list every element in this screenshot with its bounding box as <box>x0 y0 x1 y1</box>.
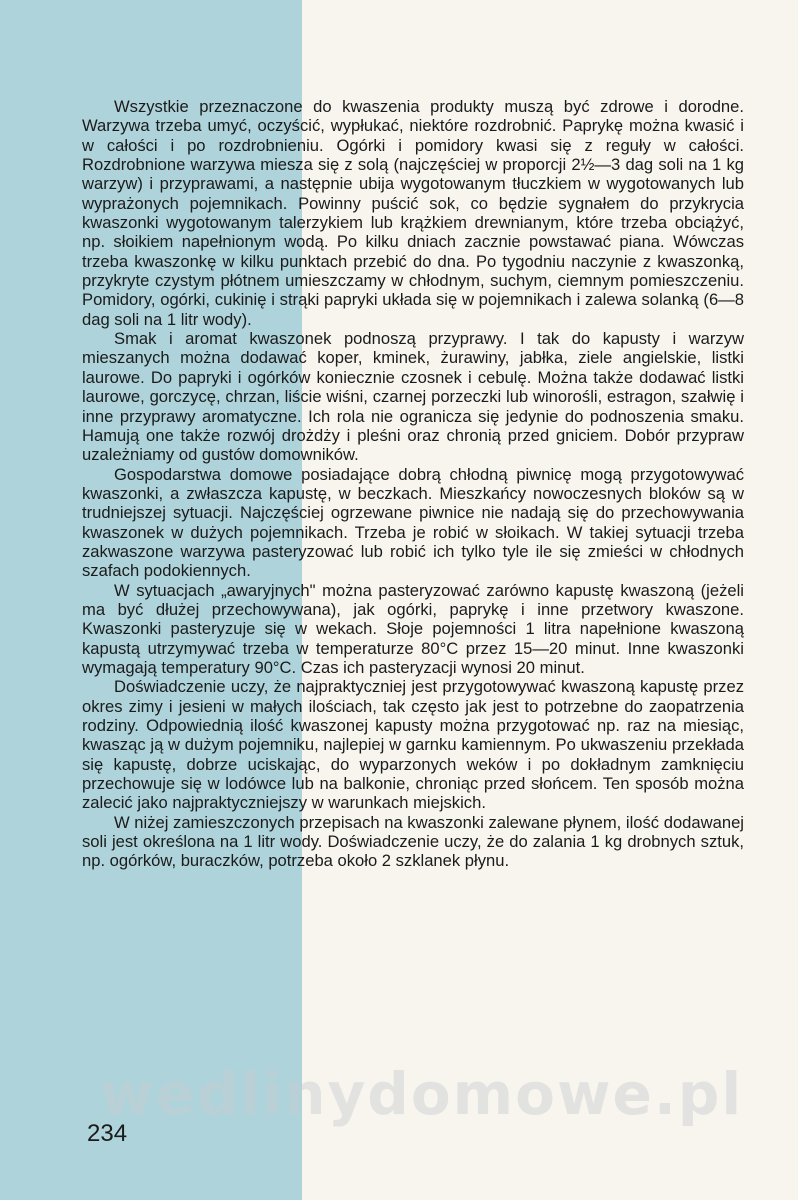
page-number: 234 <box>87 1120 128 1147</box>
paragraph-1: Wszystkie przeznaczone do kwaszenia produkty muszą być zdrowe i dorodne. Warzywa trzeba umyć, oczyścić, wypłukać, niektóre rozdrobnić. Paprykę można kwasić i w całości i po rozdrobnieniu. Ogórki i pomidory kwasi się z reguły w całości. Rozdrobnione warzywa miesza się z solą (najczęściej w proporcji 2½—3 dag soli na 1 kg warzyw) i przyprawami, a następnie ubija wygotowanym tłuczkiem w wygotowanych lub wyprażonych pojemnikach. Powinny puścić sok, co będzie sygnałem do przykrycia kwaszonki wygotowanym talerzykiem lub krążkiem drewnianym, które trzeba obciążyć, np. słoikiem napełnionym wodą. Po kilku dniach zacznie powstawać piana. Wówczas trzeba kwaszonkę w kilku punktach przebić do dna. Po tygodniu naczynie z kwaszonką, przykryte czystym płótnem umieszczamy w chłodnym, suchym, ciemnym pomieszczeniu. Pomidory, ogórki, cukinię i strąki papryki układa się w pojemnikach i zalewa solanką (6—8 dag soli na 1 litr wody). <box>82 97 744 329</box>
paragraph-4: W sytuacjach „awaryjnych" można pasteryzować zarówno kapustę kwaszoną (jeżeli ma być dłużej przechowywana), jak ogórki, paprykę i inne przetwory kwaszone. Kwaszonki pasteryzuje się w wekach. Słoje pojemności 1 litra napełnione kwaszoną kapustą utrzymywać trzeba w temperaturze 80°C przez 15—20 minut. Inne kwaszonki wymagają temperatury 90°C. Czas ich pasteryzacji wynosi 20 minut. <box>82 580 744 677</box>
watermark: wedlinydomowe.pl <box>100 1060 744 1128</box>
paragraph-6: W niżej zamieszczonych przepisach na kwaszonki zalewane płynem, ilość dodawanej soli jest określona na 1 litr wody. Doświadczenie uczy, że do zalania 1 kg drobnych sztuk, np. ogórków, buraczków, potrzeba około 2 szklanek płynu. <box>82 812 744 871</box>
paragraph-3: Gospodarstwa domowe posiadające dobrą chłodną piwnicę mogą przygotowywać kwaszonki, a zwłaszcza kapustę, w beczkach. Mieszkańcy nowoczesnych bloków są w trudniejszej sytuacji. Najczęściej ogrzewane piwnice nie nadają się do przechowywania kwaszonek w dużych pojemnikach. Trzeba je robić w słoikach. W takiej sytuacji trzeba zakwaszone warzywa pasteryzować lub robić ich tylko tyle ile się zmieści w chłodnych szafach podokiennych. <box>82 464 744 581</box>
body-text <box>82 97 744 871</box>
paragraph-5: Doświadczenie uczy, że najpraktyczniej jest przygotowywać kwaszoną kapustę przez okres zimy i jesieni w małych ilościach, tak często jak jest to potrzebne do zaopatrzenia rodziny. Odpowiednią ilość kwaszonej kapusty można przygotować np. raz na miesiąc, kwasząc ją w dużym pojemniku, najlepiej w garnku kamiennym. Po ukwaszeniu przekłada się kapustę, dobrze uciskając, do wyparzonych weków i po dokładnym zamknięciu przechowuje się w lodówce lub na balkonie, chroniąc przed słońcem. Ten sposób można zalecić jako najpraktyczniejszy w warunkach miejskich. <box>82 677 744 813</box>
paragraph-2: Smak i aromat kwaszonek podnoszą przyprawy. I tak do kapusty i warzyw mieszanych można dodawać koper, kminek, żurawiny, jabłka, ziele angielskie, listki laurowe. Do papryki i ogórków koniecznie czosnek i cebulę. Można także dodawać listki laurowe, gorczycę, chrzan, liście wiśni, czarnej porzeczki lub winorośli, estragon, szałwię i inne przyprawy aromatyczne. Ich rola nie ogranicza się jedynie do podnoszenia smaku. Hamują one także rozwój drożdży i pleśni oraz chronią przed gniciem. Dobór przypraw uzależniamy od gustów domowników. <box>82 329 744 465</box>
